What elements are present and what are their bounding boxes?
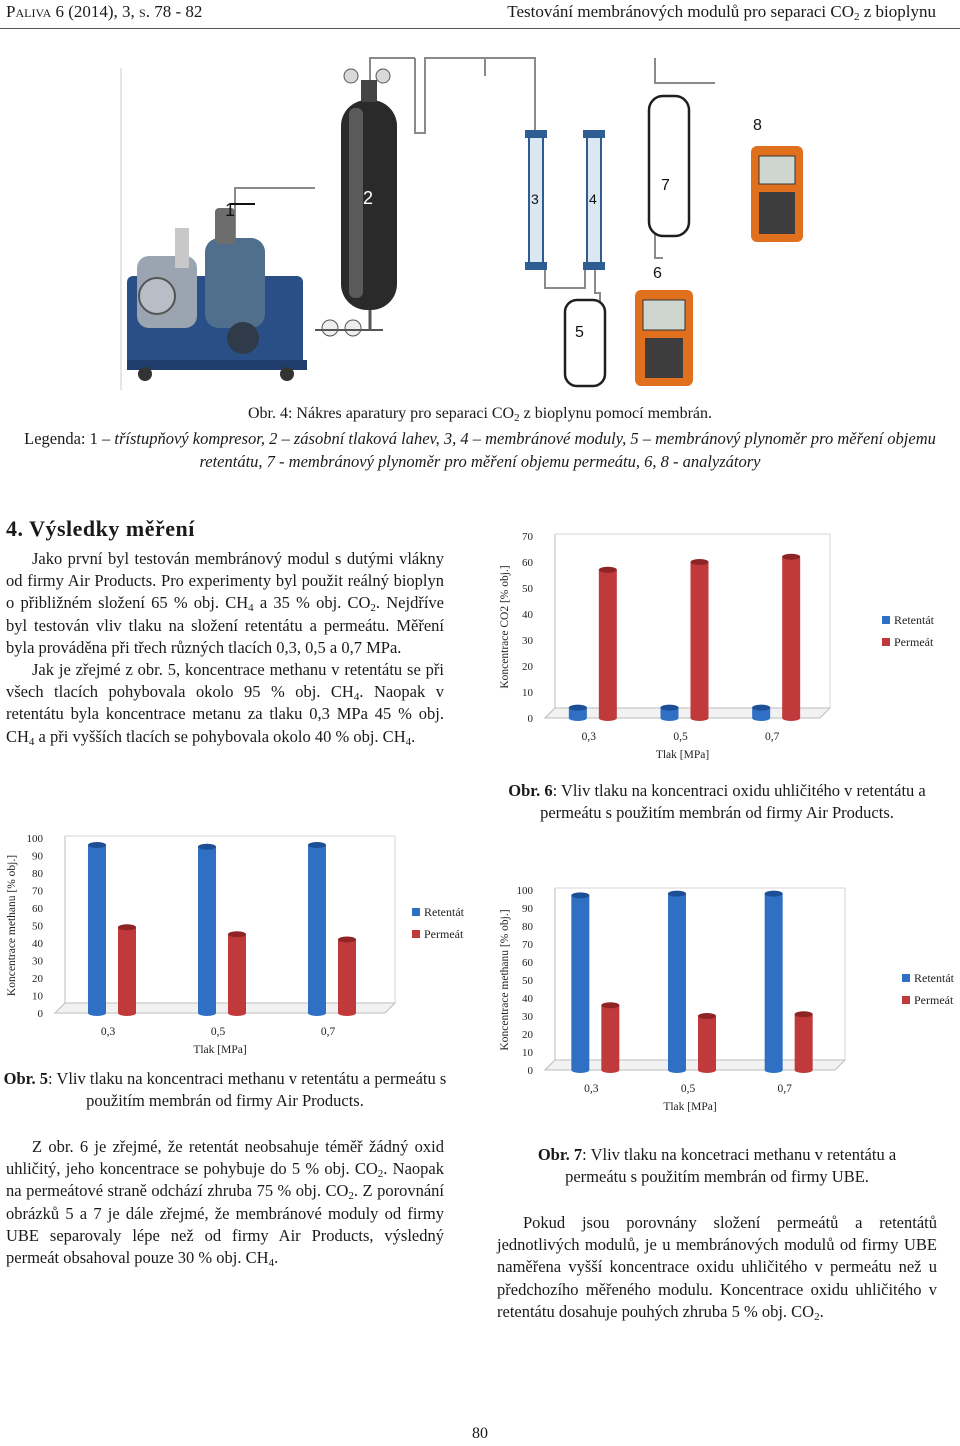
legend-swatch (902, 996, 910, 1004)
figure-5-caption: Obr. 5: Vliv tlaku na koncentraci methanu v retentátu a permeátu s použitím membrán od firmy Air Products. (3, 1069, 447, 1110)
bar-base (599, 715, 617, 721)
y-tick-label: 100 (516, 885, 533, 897)
bar-base (691, 715, 709, 721)
bar-top (308, 842, 326, 848)
bar-top (338, 937, 356, 943)
x-tick-label: 0,5 (673, 731, 688, 743)
x-axis-label: Tlak [MPa] (193, 1044, 247, 1056)
y-axis-label: Koncentrace methanu [% obj.] (6, 854, 18, 997)
legend-label: Permeát (424, 927, 464, 941)
bar (668, 894, 686, 1070)
x-tick-label: 0,5 (680, 1083, 696, 1095)
bar-top (88, 842, 106, 848)
y-tick-label: 60 (522, 957, 533, 969)
figure-6-svg (490, 522, 960, 774)
bar-base (661, 715, 679, 721)
y-tick-label: 20 (32, 973, 43, 985)
legend-swatch (902, 974, 910, 982)
results-paragraph-3 (497, 1212, 937, 1323)
figure-7-caption: Obr. 7: Vliv tlaku na koncetraci methanu v retentátu a permeátu s použitím membrán od firmy UBE. (537, 1145, 897, 1186)
y-tick-label: 100 (26, 833, 43, 845)
paragraph-text: Jak je zřejmé z obr. 5, koncentrace methanu v retentátu se při všech tlacích pohybovala okolo 95 % obj. $CH_4$. Naopak v retentátu byla koncentrace metanu za tlaku 0,3 MPa 45 % obj. $CH_4$ a při vyšších tlacích se pohybovala okolo 40 % obj. $CH_4$. (6, 660, 444, 748)
label-2: 2 (363, 188, 374, 208)
bar-top (752, 705, 770, 711)
retentate-flowmeter (565, 300, 605, 386)
bar-base (782, 715, 800, 721)
page-number: 80 (472, 1425, 488, 1442)
article-short-title: Testování membránových modulů pro separaci $CO_2$ z bioplynu (507, 2, 936, 23)
bar-top (668, 891, 686, 897)
bar (118, 927, 136, 1013)
bar (198, 847, 216, 1013)
bar-top (599, 567, 617, 573)
bar-base (308, 1010, 326, 1016)
y-tick-label: 40 (522, 609, 533, 621)
bar-top (569, 705, 587, 711)
y-tick-label: 30 (522, 635, 533, 647)
x-tick-label: 0,3 (584, 1083, 599, 1095)
y-tick-label: 20 (522, 661, 533, 673)
figure-4-caption: Obr. 4: Nákres aparatury pro separaci $CO_2$ z bioplynu pomocí membrán. (247, 405, 713, 424)
legend-swatch (882, 616, 890, 624)
label-4: 4 (589, 191, 597, 207)
bar (571, 895, 589, 1070)
legend-label: Retentát (914, 971, 954, 985)
bar (338, 940, 356, 1014)
figure-5-chart (0, 828, 470, 1060)
figure-4-legend: Legenda: 1 – třístupňový kompresor, 2 – zásobní tlaková lahev, 3, 4 – membránové moduly, 5 – membránový plynoměr pro měření objemu retentátu, 7 - membránový plynoměr pro měření objemu permeátu, 6, 8 - analyzátory (24, 429, 936, 471)
bar-base (88, 1010, 106, 1016)
figure-6-caption: Obr. 6: Vliv tlaku na koncentraci oxidu uhličitého v retentátu a permeátu s použitím membrán od firmy Air Products. (508, 781, 926, 822)
bar (228, 934, 246, 1013)
label-5: 5 (575, 324, 584, 341)
y-tick-label: 40 (32, 938, 43, 950)
bar-base (668, 1067, 686, 1073)
y-tick-label: 60 (522, 557, 533, 569)
journal-citation: Paliva 6 (2014), 3, s. 78 - 82 (6, 2, 203, 21)
bar-base (569, 715, 587, 721)
bar (308, 845, 326, 1013)
bar-base (228, 1010, 246, 1016)
pressure-tank (315, 69, 397, 336)
bar-top (118, 924, 136, 930)
bar-top (698, 1013, 716, 1019)
paragraph-text: Pokud jsou porovnány složení permeátů a retentátů jednotlivých modulů, je u membránových modulů od firmy UBE naměřena vyšší koncentrace oxidu uhličitého v permeátu než u předchozího měřeného modulu. Koncentrace oxidu uhličitého v retentátu dosahuje pouhých zhruba 5 % obj. $CO_2$. (497, 1213, 937, 1323)
bar-base (601, 1067, 619, 1073)
y-tick-label: 70 (32, 885, 43, 898)
bar-top (571, 892, 589, 898)
section-heading: 4. Výsledky měření (6, 516, 195, 541)
results-paragraph-1 (6, 548, 444, 748)
legend-swatch (412, 930, 420, 938)
y-tick-label: 20 (522, 1029, 533, 1041)
axis-wall (545, 888, 555, 1070)
x-axis-label: Tlak [MPa] (663, 1101, 717, 1113)
bar-top (198, 844, 216, 850)
y-tick-label: 70 (522, 531, 533, 543)
label-7: 7 (661, 177, 670, 194)
axis-wall (55, 836, 65, 1013)
y-tick-label: 80 (32, 868, 43, 880)
y-tick-label: 40 (522, 993, 533, 1005)
label-3: 3 (531, 191, 539, 207)
paragraph-text: Z obr. 6 je zřejmé, že retentát neobsahuje téměř žádný oxid uhličitý, jeho koncentrace se pohybuje do 5 % obj. $CO_2$. Naopak na permeátové straně odchází zhruba 75 % obj. $CO_2$. Z porovnání obrázků 5 a 7 je dále zřejmé, že membránové moduly od firmy UBE separovaly lépe než od firmy Air Products, výsledný permeát obsahoval pouze 30 % obj. $CH_4$. (6, 1137, 445, 1270)
bar (795, 1014, 813, 1070)
bar (782, 557, 800, 718)
bar-top (601, 1002, 619, 1008)
figure-6-chart (490, 522, 960, 774)
bar-base (338, 1010, 356, 1016)
bar-top (782, 554, 800, 560)
legend-label: Retentát (424, 905, 464, 919)
figure-5-svg (0, 828, 470, 1060)
y-tick-label: 10 (522, 1047, 533, 1059)
y-tick-label: 0 (527, 713, 533, 725)
legend-swatch (882, 638, 890, 646)
bar-top (691, 559, 709, 565)
bar-base (698, 1067, 716, 1073)
bar-top (765, 891, 783, 897)
figure-7-svg (490, 878, 960, 1132)
y-tick-label: 50 (522, 583, 533, 595)
y-tick-label: 50 (32, 920, 43, 933)
legend-label: Permeát (894, 635, 934, 649)
label-1: 1 (225, 200, 236, 220)
x-tick-label: 0,7 (777, 1083, 792, 1095)
axis-wall (545, 534, 555, 718)
x-tick-label: 0,3 (100, 1026, 116, 1038)
bar (599, 570, 617, 718)
bar-base (118, 1010, 136, 1016)
y-tick-label: 0 (37, 1008, 43, 1020)
y-tick-label: 60 (32, 903, 43, 915)
apparatus-illustration (115, 38, 843, 390)
compressor-unit (127, 200, 307, 381)
y-tick-label: 0 (527, 1065, 533, 1077)
x-tick-label: 0,7 (764, 731, 780, 743)
figure-7-chart (490, 878, 960, 1132)
bar (88, 845, 106, 1013)
results-paragraph-2 (6, 1136, 444, 1269)
bar-base (198, 1010, 216, 1016)
y-tick-label: 90 (522, 903, 533, 915)
legend-label: Permeát (914, 993, 954, 1007)
label-8: 8 (753, 117, 762, 134)
bar-top (228, 931, 246, 937)
bar (601, 1005, 619, 1070)
x-tick-label: 0,5 (210, 1026, 226, 1038)
paragraph-text: Jako první byl testován membránový modul s dutými vlákny od firmy Air Products. Pro experimenty byl použit reálný bioplyn o přibližném složení 65 % obj. $CH_4$ a 35 % obj. $CO_2$. Nejdříve byl testován vliv tlaku na složení retentátu a permeátu. Měření byla prováděna při třech různých tlacích 0,3, 0,5 a 0,7 MPa. (6, 549, 444, 657)
y-axis-label: Koncentrace methanu [% obj.] (499, 909, 511, 1051)
y-axis-label: Koncentrace CO2 [% obj.] (499, 565, 511, 689)
y-tick-label: 10 (32, 990, 43, 1003)
running-header (0, 0, 960, 29)
bar-base (795, 1067, 813, 1073)
x-axis-label: Tlak [MPa] (655, 749, 710, 761)
legend-label: Retentát (894, 613, 934, 627)
bar (698, 1016, 716, 1070)
bar (765, 894, 783, 1070)
bar-base (765, 1067, 783, 1073)
y-tick-label: 50 (522, 975, 533, 987)
y-tick-label: 90 (32, 850, 43, 863)
bar-base (571, 1067, 589, 1073)
bar (691, 562, 709, 718)
y-tick-label: 70 (522, 939, 533, 951)
analyzer-8 (751, 117, 803, 242)
y-tick-label: 10 (522, 687, 533, 699)
bar-base (752, 715, 770, 721)
analyzer-6 (635, 265, 693, 386)
bar-top (795, 1011, 813, 1017)
membrane-modules (525, 130, 605, 270)
bar-top (661, 705, 679, 711)
label-6: 6 (653, 265, 662, 282)
permeate-flowmeter (649, 96, 689, 236)
y-tick-label: 30 (32, 955, 43, 968)
x-tick-label: 0,3 (581, 731, 597, 743)
x-tick-label: 0,7 (320, 1026, 336, 1038)
y-tick-label: 30 (522, 1011, 533, 1023)
legend-swatch (412, 908, 420, 916)
y-tick-label: 80 (522, 921, 533, 933)
